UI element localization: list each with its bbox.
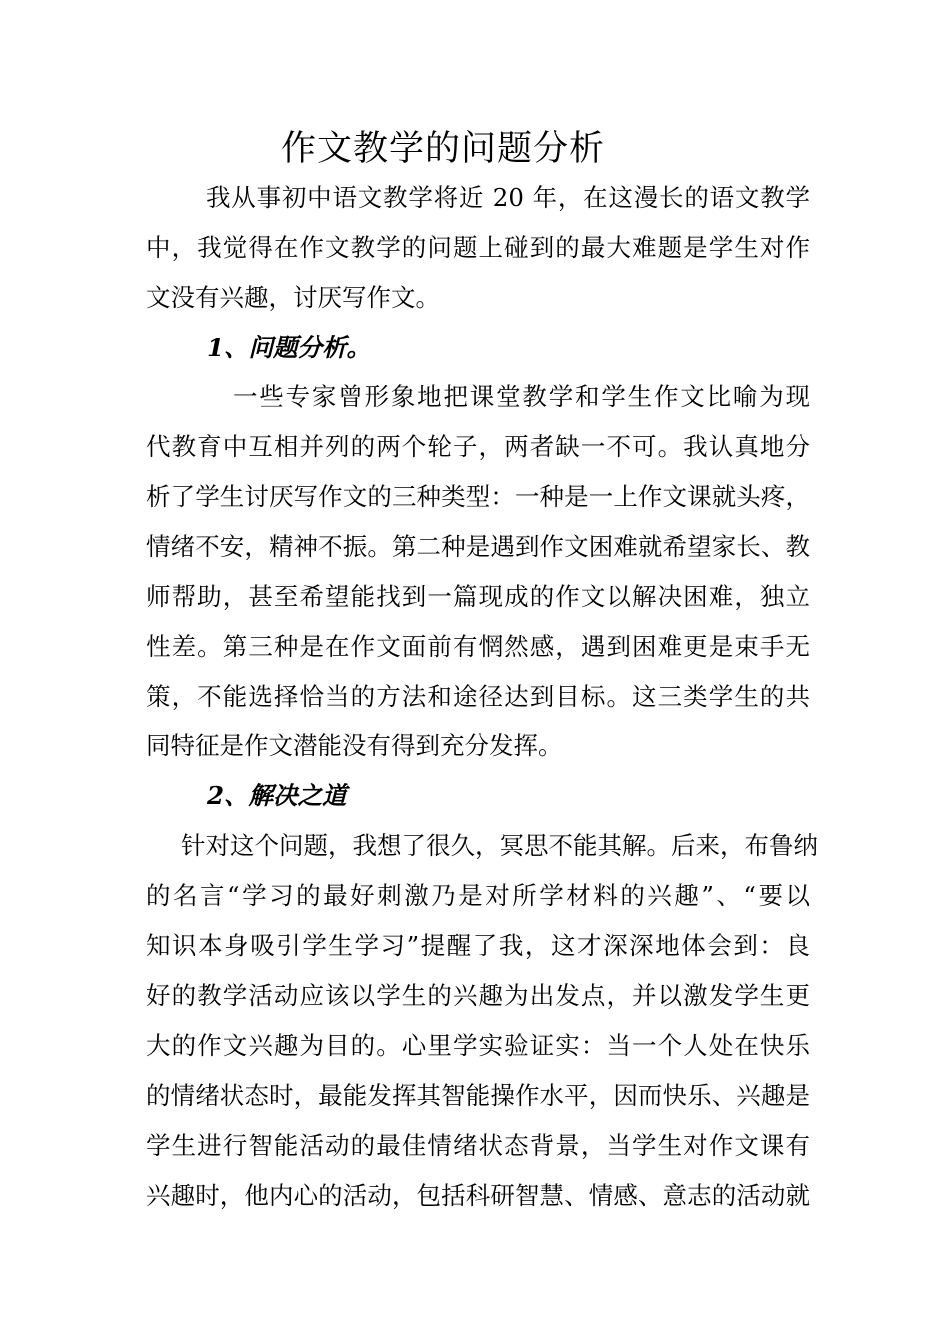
- document-title: 作文教学的问题分析: [280, 129, 605, 169]
- section1-line-8: 同特征是作文潜能没有得到充分发挥。: [146, 731, 563, 760]
- section2-line-6: 的情绪状态时，最能发挥其智能操作水平，因而快乐、兴趣是: [146, 1081, 810, 1110]
- section1-line-5: 师帮助，甚至希望能找到一篇现成的作文以解决困难，独立: [146, 582, 810, 611]
- section2-line-3: 知识本身吸引学生学习”提醒了我，这才深深地体会到：良: [146, 931, 810, 960]
- section2-line-8: 兴趣时，他内心的活动，包括科研智慧、情感、意志的活动就: [146, 1181, 810, 1210]
- intro-line-1: 我从事初中语文教学将近 20 年，在这漫长的语文教学: [206, 183, 810, 212]
- section-heading-2: 2、解决之道: [207, 781, 347, 810]
- section1-line-7: 策，不能选择恰当的方法和途径达到目标。这三类学生的共: [146, 682, 810, 711]
- section1-line-4: 情绪不安，精神不振。第二种是遇到作文困难就希望家长、教: [146, 532, 810, 561]
- section1-line-2: 代教育中互相并列的两个轮子，两者缺一不可。我认真地分: [146, 432, 810, 461]
- intro-line-2: 中，我觉得在作文教学的问题上碰到的最大难题是学生对作: [146, 233, 810, 262]
- section1-line-6: 性差。第三种是在作文面前有惘然感，遇到困难更是束手无: [146, 632, 810, 661]
- section-heading-1: 1、问题分析。: [207, 333, 372, 362]
- section2-line-1: 针对这个问题，我想了很久，冥思不能其解。后来，布鲁纳: [181, 831, 818, 860]
- section2-line-2: 的名言“学习的最好刺激乃是对所学材料的兴趣”、“要以: [146, 881, 810, 910]
- section1-line-3: 析了学生讨厌写作文的三种类型：一种是一上作文课就头疼，: [146, 482, 810, 511]
- section1-line-1: 一些专家曾形象地把课堂教学和学生作文比喻为现: [233, 382, 810, 411]
- section2-line-5: 大的作文兴趣为目的。心里学实验证实：当一个人处在快乐: [146, 1031, 810, 1060]
- section2-line-7: 学生进行智能活动的最佳情绪状态背景，当学生对作文课有: [146, 1131, 810, 1160]
- intro-line-3: 文没有兴趣，讨厌写作文。: [146, 283, 440, 312]
- section2-line-4: 好的教学活动应该以学生的兴趣为出发点，并以激发学生更: [146, 981, 810, 1010]
